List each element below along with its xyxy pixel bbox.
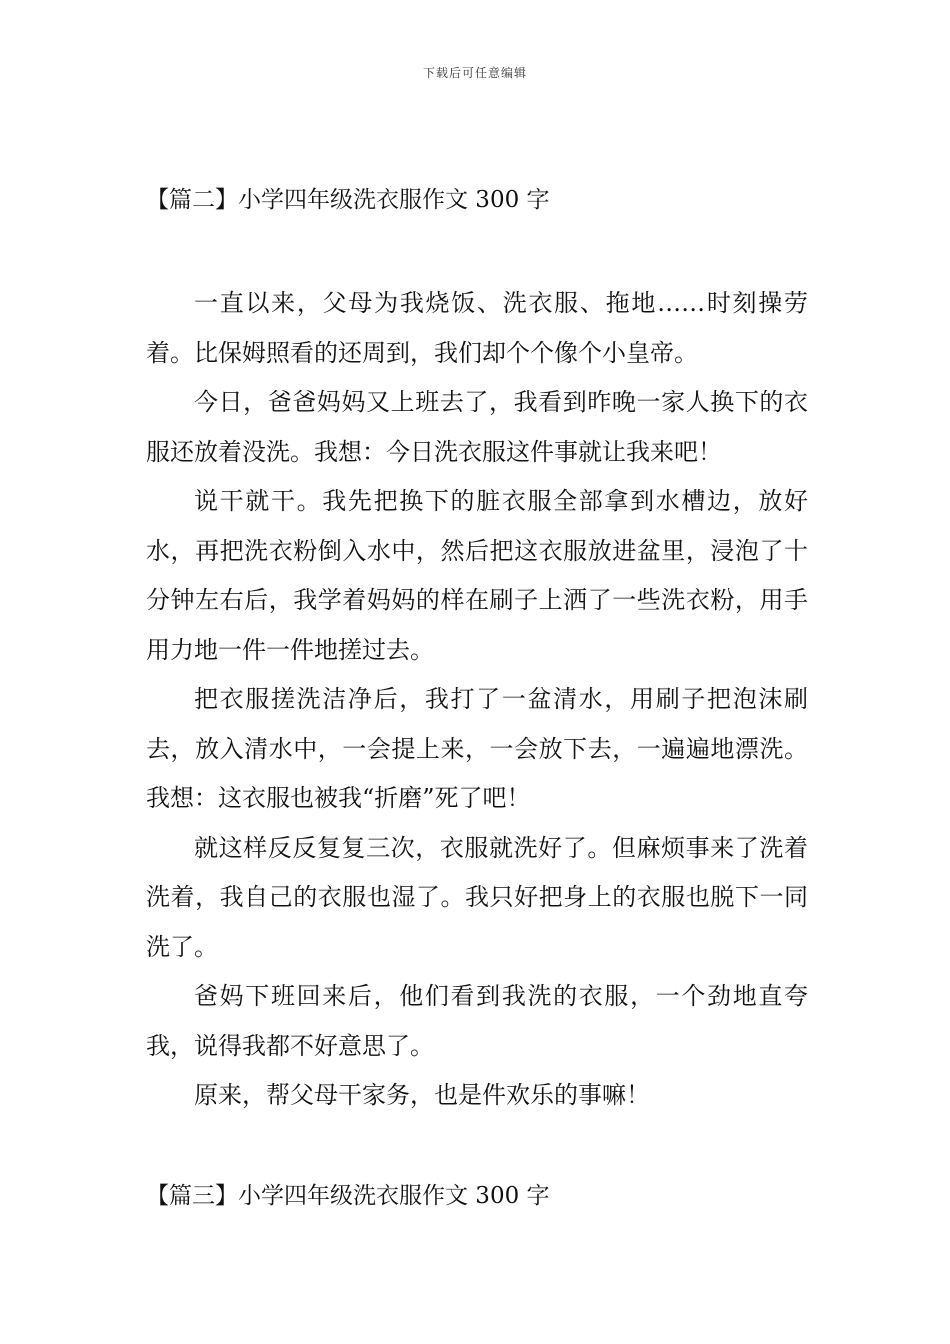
paragraph-7: 原来，帮父母干家务，也是件欢乐的事嘛！ bbox=[194, 1081, 650, 1109]
section-title-3: 【篇三】小学四年级洗衣服作文 300 字 bbox=[146, 1183, 550, 1209]
paragraph-2: 今日，爸爸妈妈又上班去了，我看到昨晚一家人换下的衣服还放着没洗。我想：今日洗衣服这件事就让我来吧！ bbox=[146, 388, 808, 466]
article-body bbox=[146, 279, 808, 1121]
page-header-note: 下载后可任意编辑 bbox=[422, 66, 527, 80]
paragraph-4: 把衣服搓洗洁净后，我打了一盆清水，用刷子把泡沫刷去，放入清水中，一会提上来，一会放下去，一遍遍地漂洗。我想：这衣服也被我“折磨”死了吧！ bbox=[146, 685, 808, 812]
paragraph-1: 一直以来，父母为我烧饭、洗衣服、拖地……时刻操劳着。比保姆照看的还周到，我们却个个像个小皇帝。 bbox=[146, 289, 808, 367]
paragraph-5: 就这样反反复复三次，衣服就洗好了。但麻烦事来了洗着洗着，我自己的衣服也湿了。我只好把身上的衣服也脱下一同洗了。 bbox=[146, 833, 808, 961]
paragraph-3: 说干就干。我先把换下的脏衣服全部拿到水槽边，放好水，再把洗衣粉倒入水中，然后把这衣服放进盆里，浸泡了十分钟左右后，我学着妈妈的样在刷子上洒了一些洗衣粉，用手用力地一件一件地搓过去。 bbox=[146, 487, 808, 664]
paragraph-6: 爸妈下班回来后，他们看到我洗的衣服，一个劲地直夸我，说得我都不好意思了。 bbox=[146, 982, 808, 1060]
section-title-2: 【篇二】小学四年级洗衣服作文 300 字 bbox=[146, 187, 550, 213]
